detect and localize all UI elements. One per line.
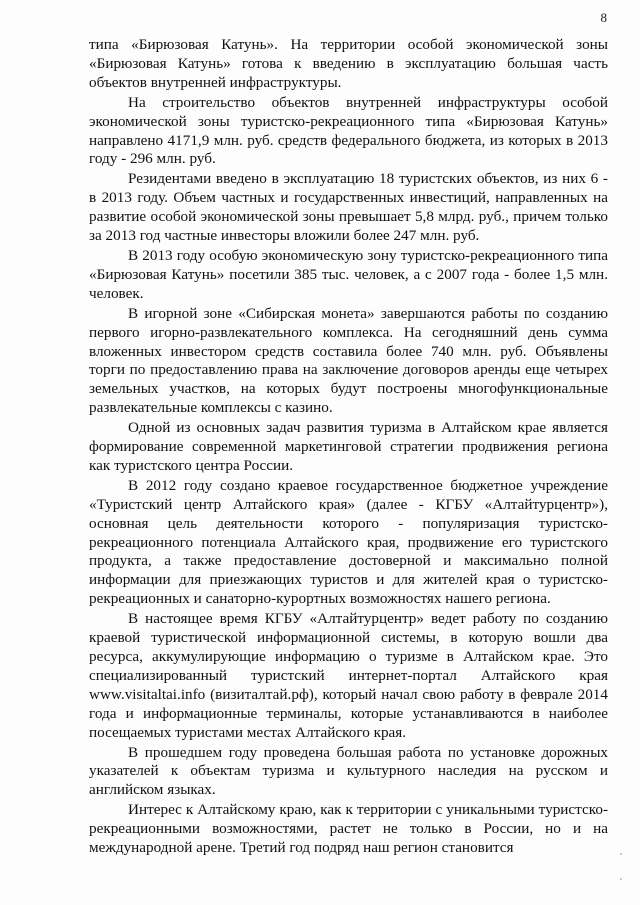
paragraph-information-system: В настоящее время КГБУ «Алтайтурцентр» ведет работу по созданию краевой туристической информационной системы, в которую вошли два ресурса, аккумулирующие информацию о туризме в Алтайском крае. Это специализированный туристский интернет-портал Алтайского края www.visitaltai.info (визиталтай.рф), который начал свою работу в феврале 2014 года и информационные терминалы, которые устанавливаются в наиболее посещаемых туристами местах Алтайского края. [89, 610, 608, 741]
paragraph-marketing-strategy: Одной из основных задач развития туризма в Алтайском крае является формирование современной маркетинговой стратегии продвижения региона как туристского центра России. [89, 419, 608, 474]
paragraph-infrastructure-funding: На строительство объектов внутренней инфраструктуры особой экономической зоны туристско-рекреационного типа «Бирюзовая Катунь» направлено 4171,9 млн. руб. средств федерального бюджета, из которых в 2013 году - 296 млн. руб. [89, 93, 608, 168]
paragraph-visitors: В 2013 году особую экономическую зону туристско-рекреационного типа «Бирюзовая Катунь» посетили 385 тыс. человек, а с 2007 года - более 1,5 млн. человек. [89, 246, 608, 302]
scan-artifact [620, 853, 622, 855]
paragraph-residents-investment: Резидентами введено в эксплуатацию 18 туристских объектов, из них 6 - в 2013 году. Объем частных и государственных инвестиций, направленных на развитие особой экономической зоны превышает 5,8 млрд. руб., причем только за 2013 год частные инвесторы вложили более 247 млн. руб. [89, 170, 608, 245]
scan-artifact [620, 878, 622, 880]
paragraph-road-signs: В прошедшем году проведена большая работа по установке дорожных указателей к объектам туризма и культурного наследия на русском и английском языках. [89, 743, 608, 799]
paragraph-international-interest: Интерес к Алтайскому краю, как к территории с уникальными туристско-рекреационными возможностями, растет не только в России, но и на международной арене. Третий год подряд наш регион становится [89, 801, 608, 857]
paragraph-continuation: типа «Бирюзовая Катунь». На территории особой экономической зоны «Бирюзовая Катунь» готова к введению в эксплуатацию большая часть объектов внутренней инфраструктуры. [89, 36, 608, 91]
paragraph-tourist-center: В 2012 году создано краевое государственное бюджетное учреждение «Туристский центр Алтайского края» (далее - КГБУ «Алтайтурцентр»), основная цель деятельности которого - популяризация туристско-рекреационного потенциала Алтайского края, продвижение его туристского продукта, а также предоставление достоверной и максимально полной информации для приезжающих туристов и для жителей края о туристско-рекреационных и санаторно-курортных возможностях нашего региона. [89, 476, 608, 608]
body-text [89, 36, 608, 859]
paragraph-gambling-zone: В игорной зоне «Сибирская монета» завершаются работы по созданию первого игорно-развлекательного комплекса. На сегодняшний день сумма вложенных инвестором средств составила более 740 млн. руб. Объявлены торги по предоставлению права на заключение договоров аренды еще четырех земельных участков, на которых будут построены многофункциональные развлекательные комплексы с казино. [89, 304, 608, 417]
page-number: 8 [600, 10, 607, 25]
